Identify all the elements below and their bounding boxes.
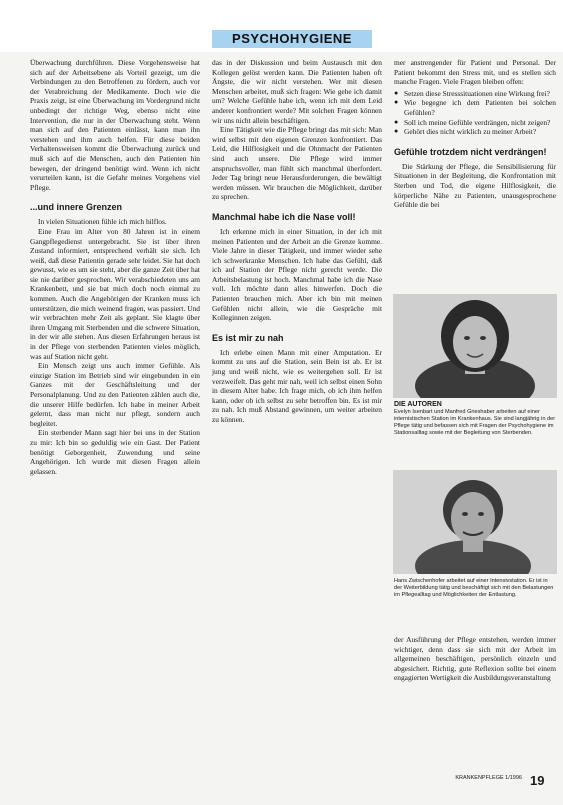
paragraph: Eine Tätigkeit wie die Pflege bringt das mit sich: Man wird selbst mit den eigenen Grenzen konfrontiert. Das Leid, die Hilflosigkeit und die Ohnmacht der Patienten sind auch unsere. Die Pflege wird immer anspruchsvoller, man fühlt sich manchmal überfordert. Jeder Tag bringt neue Herausforderungen, die bewältigt werden müssen. Wir brauchen die Möglichkeit, darüber zu sprechen.: [212, 125, 382, 202]
author-photo-man: [393, 470, 557, 574]
column-2: [212, 58, 382, 425]
paragraph: Ich erlebe einen Mann mit einer Amputation. Er kommt zu uns auf die Station, sein Bein ist ab. Er ist jung und weiß nicht, wie es weitergehen soll. Er ist verzweifelt. Das geht mir nah, weil ich selbst einen Sohn in diesem Alter habe. Ich frage mich, ob ich ihm helfen kann, oder ob ich selbst zu sehr betroffen bin. Es ist mir zu nah. Ich muß Abstand gewinnen, um weiter arbeiten zu können.: [212, 347, 382, 424]
list-item: ● Wie begegne ich dem Patienten bei solchen Gefühlen?: [394, 98, 556, 117]
page-number: 19: [530, 773, 545, 788]
subheading: ...und innere Grenzen: [30, 202, 123, 213]
portrait-image: [393, 470, 557, 574]
paragraph: Ein Mensch zeigt uns auch immer Gefühle. Als einzige Station im Betrieb sind wir eingebunden in ein Ganzes mit der Geschäftsleitung und der Personalplanung. Und zu den Patienten zählen auch die, die unserer Hilfe bedürfen. Ich habe in meiner Arbeit gelernt, dass man nicht nur pflegt, sondern auch begleitet.: [30, 361, 200, 428]
publication-source: KRANKENPFLEGE 1/1996: [455, 775, 522, 781]
section-title: PSYCHOHYGIENE: [232, 31, 352, 46]
paragraph: mer anstrengender für Patient und Personal. Der Patient bekommt den Stress mit, und es stellen sich manche Fragen. Viele Fragen bleiben offen:: [394, 58, 556, 87]
column-3-continued: [394, 635, 556, 683]
list-item: ● Soll ich meine Gefühle verdrängen, nicht zeigen?: [394, 118, 556, 128]
caption-title: DIE AUTOREN: [394, 401, 442, 408]
paragraph: der Ausführung der Pflege entstehen, werden immer wichtiger, denn dass sie sich mit der Arbeit im allgemeinen beschäftigen, persönlich einzeln und abgesichert. Richtig, gute Reflexion sollte bei einem engagierten Wertigkeit die Ausbildungsveranstaltung: [394, 635, 556, 683]
caption-text: Hans Zwischenhofer arbeitet auf einer Intensivstation. Er ist in der Weiterbildung tätig und beschäftigt sich mit den Belastungen im Pflegealltag und Möglichkeiten der Entlastung.: [394, 578, 554, 598]
author-caption-1: [394, 401, 556, 437]
list-item: ● Setzen diese Stresssituationen eine Wirkung frei?: [394, 89, 556, 99]
paragraph: das in der Diskussion und beim Austausch mit den Kollegen gelöst werden kann. Die Patienten haben oft Ängste, die wir nicht verstehen. Wer mit diesen Menschen arbeitet, muß sich fragen: Wie gehe ich damit um? Welche Gefühle habe ich, wenn ich mit dem Leid anderer konfrontiert werde? Mit solchen Fragen können wir uns nicht allein beschäftigen.: [212, 58, 382, 125]
paragraph: Ich erkenne mich in einer Situation, in der ich mit meinen Patienten und der Arbeit an die Grenze komme. Viele Jahre in dieser Tätigkeit, und immer wieder sehe ich schwerkranke Menschen. Ich habe das Gefühl, daß ich auf Station der Pflege nicht gerecht werde. Die Arbeitsbelastung ist hoch. Manchmal habe ich die Nase voll. Ich möchte dann alles hinwerfen. Doch die Patienten brauchen mich. Aber ich bin mit meinen Gefühlen nicht allein, wie die Gespräche mit Kolleginnen zeigen.: [212, 226, 382, 323]
portrait-image: [393, 294, 557, 398]
subheading: Manchmal habe ich die Nase voll!: [212, 211, 356, 222]
paragraph: Die Stärkung der Pflege, die Sensibilisierung für Situationen in der Begleitung, die Konfrontation mit Sterben und Tod, die eigene Hilflosigkeit, die körperliche Nähe zu Patienten, unausgesprochene Gefühle die bei: [394, 161, 556, 210]
caption-text: Evelyn Isenbart und Manfred Grieshaber arbeiten auf einer internistischen Station im Krankenhaus. Sie sind langjährig in der Pflege tätig und befassen sich mit Fragen der Psychohygiene im Stationsalltag sowie mit der Begleitung von Sterbenden.: [394, 409, 556, 436]
column-3: [394, 58, 556, 210]
paragraph: In vielen Situationen fühle ich mich hilflos.: [38, 217, 167, 227]
subheading: Es ist mir zu nah: [212, 332, 284, 343]
list-item: ● Gehört dies nicht wirklich zu meiner Arbeit?: [394, 127, 556, 137]
subheading: Gefühle trotzdem nicht verdrängen!: [394, 146, 547, 157]
column-1: [30, 58, 200, 476]
paragraph: Eine Frau im Alter von 80 Jahren ist in einem Gangpflegedienst untergebracht. Sie ist über ihren Zustand informiert, entsprechend verhält sie sich. Ich weiß, daß diese Patientin gerade sehr leidet. Sie hat doch gewusst, wie es um sie steht, aber die ganze Zeit über hat sie nie darüber gesprochen. Wir verabschiedeten uns am Krankenbett, und sie bat mich doch noch einmal zu kommen. Auch die Angehörigen der Kranken muss ich unterstützen, die mich weinend fragen, was passiert. Und wir verbrachten mehr Zeit als geplant. Sie klagte über ihren Umgang mit Sterbenden und die schwere Situation, in der wir alle stehen. Aus diesen Erfahrungen heraus ist in der Pflege von sterbenden Patienten vieles möglich, was auf Station nicht geht.: [30, 226, 200, 361]
author-photo-woman: [393, 294, 557, 398]
paragraph: Ein sterbender Mann sagt hier bei uns in der Station zu mir: Ich bin so geduldig wie ein Gast. Der Patient benötigt Geborgenheit, Zuwendung und seine Angehörigen. Ich wurde mit diesen Fragen allein gelassen.: [30, 428, 200, 476]
author-caption-2: [394, 578, 556, 599]
question-list: [394, 89, 556, 137]
paragraph: Überwachung durchführen. Diese Vorgehensweise hat sich auf der Arbeitsebene als Vorteil gezeigt, um die Verbindungen zu den Betroffenen zu fördern, auch vor der Verabreichung der Medikamente. Doch wie die Praxis zeigt, ist eine Überwachung im Vordergrund nicht unbedingt der richtige Weg, ebenso nicht eine Intervention, die nur in der Überwachung steht. Wenn man sich auf den Patienten einlässt, kann man ihn verstehen und ihm auch helfen. Für diese beiden Verhaltensweisen kommt die Überwachung zurück und muß sich auf die Menschen, auch den Patienten hin bewegen, der dringend benötigt wird. Wenn ich nicht verurteilen kann, ist die Gefahr meines Vorgehens viel Pflege.: [30, 58, 200, 192]
